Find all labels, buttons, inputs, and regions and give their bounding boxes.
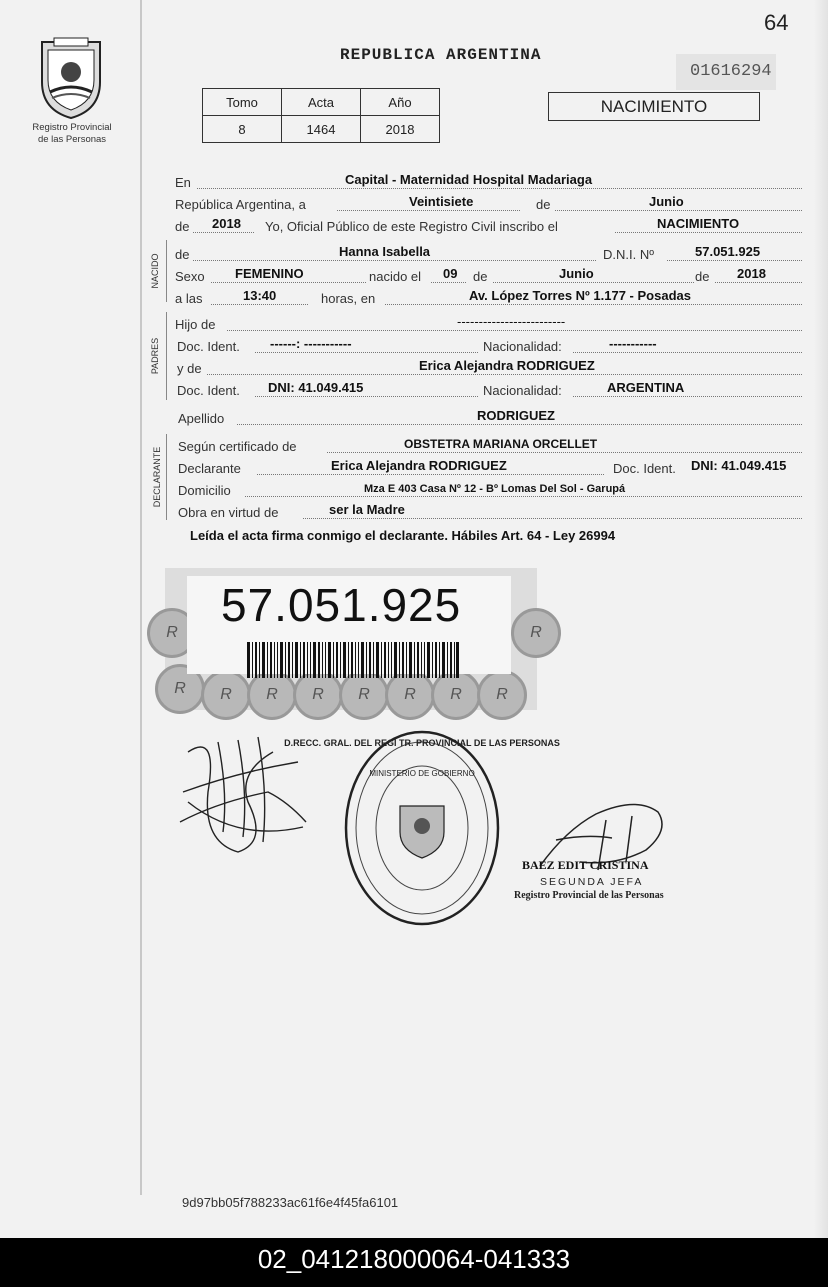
- registration-year: 2018: [212, 216, 241, 231]
- de-label-2: de: [175, 219, 190, 234]
- a-las-label: a las: [175, 291, 203, 306]
- page-edge: [814, 0, 828, 1238]
- birth-time: 13:40: [243, 288, 277, 303]
- stamp-text: D.RECC. GRAL. DEL REGI TR. PROVINCIAL DE LAS PERSONAS: [284, 738, 560, 748]
- father-nationality: -----------: [609, 336, 657, 351]
- sticker-pattern-mark: R: [155, 664, 205, 714]
- en-label: En: [175, 175, 191, 190]
- birth-day: 09: [443, 266, 458, 281]
- registry-header-ano: Año: [361, 89, 440, 116]
- nacionalidad-label-2: Nacionalidad:: [483, 383, 562, 398]
- mother-nationality: ARGENTINA: [607, 380, 685, 395]
- de-label-b: de: [473, 269, 488, 284]
- obra-label: Obra en virtud de: [178, 505, 279, 520]
- sticker-pattern-mark: R: [247, 670, 297, 720]
- horas-label: horas, en: [321, 291, 376, 306]
- dni-label: D.N.I. Nº: [603, 247, 654, 262]
- doc-ident-label-3: Doc. Ident.: [613, 461, 676, 476]
- birth-time-line: [175, 288, 802, 308]
- sticker-pattern-mark: R: [339, 670, 389, 720]
- province-seal-logo: [36, 36, 106, 120]
- serial-number: 01616294: [690, 62, 772, 81]
- doc-ident-label-2: Doc. Ident.: [177, 383, 240, 398]
- father-doc-line: [175, 336, 802, 356]
- act-type-box: NACIMIENTO: [548, 92, 760, 121]
- intro-line-2: [175, 194, 802, 214]
- certificado-label: Según certificado de: [178, 439, 297, 454]
- child-sex-line: [175, 266, 802, 286]
- declarant-doc: DNI: 41.049.415: [691, 458, 787, 473]
- de-label: de: [536, 197, 551, 212]
- declarant-signature: [178, 732, 308, 862]
- logo-caption-line-2: de las Personas: [37, 134, 107, 145]
- oficial-text: Yo, Oficial Público de este Registro Civil inscribo el: [265, 219, 558, 234]
- de-label-c: de: [695, 269, 710, 284]
- mother-doc-line: [175, 380, 802, 400]
- registry-table: [202, 88, 440, 143]
- stamp-inner-text: MINISTERIO DE GOBIERNO: [369, 769, 475, 778]
- birth-month: Junio: [559, 266, 594, 281]
- sticker-label: [187, 576, 511, 674]
- father-line: [175, 314, 802, 334]
- registry-header-tomo: Tomo: [203, 89, 282, 116]
- birth-year: 2018: [737, 266, 766, 281]
- nacionalidad-label: Nacionalidad:: [483, 339, 562, 354]
- surname-line: [175, 408, 802, 428]
- birth-place: Av. López Torres Nº 1.177 - Posadas: [469, 288, 691, 303]
- dni-sticker: [165, 568, 542, 710]
- y-de-label: y de: [177, 361, 202, 376]
- intro-line-1: [175, 172, 802, 192]
- declarante-section-label: DECLARANTE: [152, 446, 162, 508]
- declarant-name: Erica Alejandra RODRIGUEZ: [331, 458, 507, 473]
- document-title: REPUBLICA ARGENTINA: [340, 46, 542, 64]
- signer-role: SEGUNDA JEFA: [540, 876, 644, 888]
- registry-header-row: [203, 89, 440, 116]
- apellido-label: Apellido: [178, 411, 225, 426]
- sticker-dni-number: 57.051.925: [221, 579, 462, 631]
- mother-line: [175, 358, 802, 378]
- domicilio-label: Domicilio: [178, 483, 231, 498]
- logo-caption-line-1: Registro Provincial: [32, 122, 112, 133]
- registration-place: Capital - Maternidad Hospital Madariaga: [345, 172, 593, 187]
- nacido-section-label: NACIDO: [150, 253, 160, 289]
- closing-statement: Leída el acta firma conmigo el declarante. Hábiles Art. 64 - Ley 26994: [190, 528, 616, 543]
- mother-name: Erica Alejandra RODRIGUEZ: [419, 358, 595, 373]
- registry-value-tomo: 8: [203, 116, 282, 143]
- padres-section-label: PADRES: [150, 337, 160, 375]
- child-sex: FEMENINO: [235, 266, 304, 281]
- barcode: [247, 642, 459, 678]
- registry-value-acta: 1464: [282, 116, 361, 143]
- registry-value-row: [203, 116, 440, 143]
- surname: RODRIGUEZ: [477, 408, 555, 423]
- sticker-pattern-mark: R: [431, 670, 481, 720]
- official-stamp: [284, 728, 560, 928]
- father-doc: ------: -----------: [270, 336, 352, 351]
- registration-month: Junio: [649, 194, 684, 209]
- nacido-el-label: nacido el: [369, 269, 422, 284]
- sticker-pattern-mark: R: [477, 670, 527, 720]
- intro-line-3: [175, 216, 802, 236]
- child-name: Hanna Isabella: [339, 244, 431, 259]
- hijo-de-label: Hijo de: [175, 317, 216, 332]
- certificate-issuer: OBSTETRA MARIANA ORCELLET: [404, 437, 598, 451]
- child-dni: 57.051.925: [695, 244, 761, 259]
- document-hash: 9d97bb05f788233ac61f6e4f45fa6101: [182, 1195, 399, 1210]
- registry-value-ano: 2018: [361, 116, 440, 143]
- doc-ident-label: Doc. Ident.: [177, 339, 240, 354]
- child-name-line: [175, 244, 802, 264]
- sexo-label: Sexo: [175, 269, 205, 284]
- sticker-pattern-mark: R: [201, 670, 251, 720]
- margin-rule: [140, 0, 142, 1195]
- serial-number-box: [676, 54, 776, 90]
- registration-day: Veintisiete: [409, 194, 474, 209]
- declarante-label: Declarante: [178, 461, 241, 476]
- sticker-pattern-mark: R: [293, 670, 343, 720]
- de-label-child: de: [175, 247, 190, 262]
- obra-line: [175, 502, 802, 522]
- page-number: 64: [764, 10, 789, 35]
- footer-file-id: 02_041218000064-041333: [257, 1244, 571, 1274]
- sticker-pattern-mark: R: [385, 670, 435, 720]
- footer-bar: [0, 1238, 828, 1287]
- sticker-pattern-mark: R: [511, 608, 561, 658]
- father-name: -------------------------: [457, 314, 566, 329]
- obra-value: ser la Madre: [329, 502, 405, 517]
- signer-organization: Registro Provincial de las Personas: [514, 890, 664, 901]
- signer-name: BAEZ EDIT CRISTINA: [522, 858, 649, 872]
- registry-header-acta: Acta: [282, 89, 361, 116]
- logo-caption: [20, 122, 124, 146]
- sticker-pattern-mark: R: [147, 608, 197, 658]
- certificate-line: [175, 436, 802, 456]
- republica-label: República Argentina, a: [175, 197, 306, 212]
- mother-doc: DNI: 41.049.415: [268, 380, 364, 395]
- declarant-line: [175, 458, 802, 478]
- declarant-address: Mza E 403 Casa Nº 12 - Bº Lomas Del Sol - Garupá: [364, 483, 626, 495]
- registration-act: NACIMIENTO: [657, 216, 740, 231]
- address-line: [175, 480, 802, 500]
